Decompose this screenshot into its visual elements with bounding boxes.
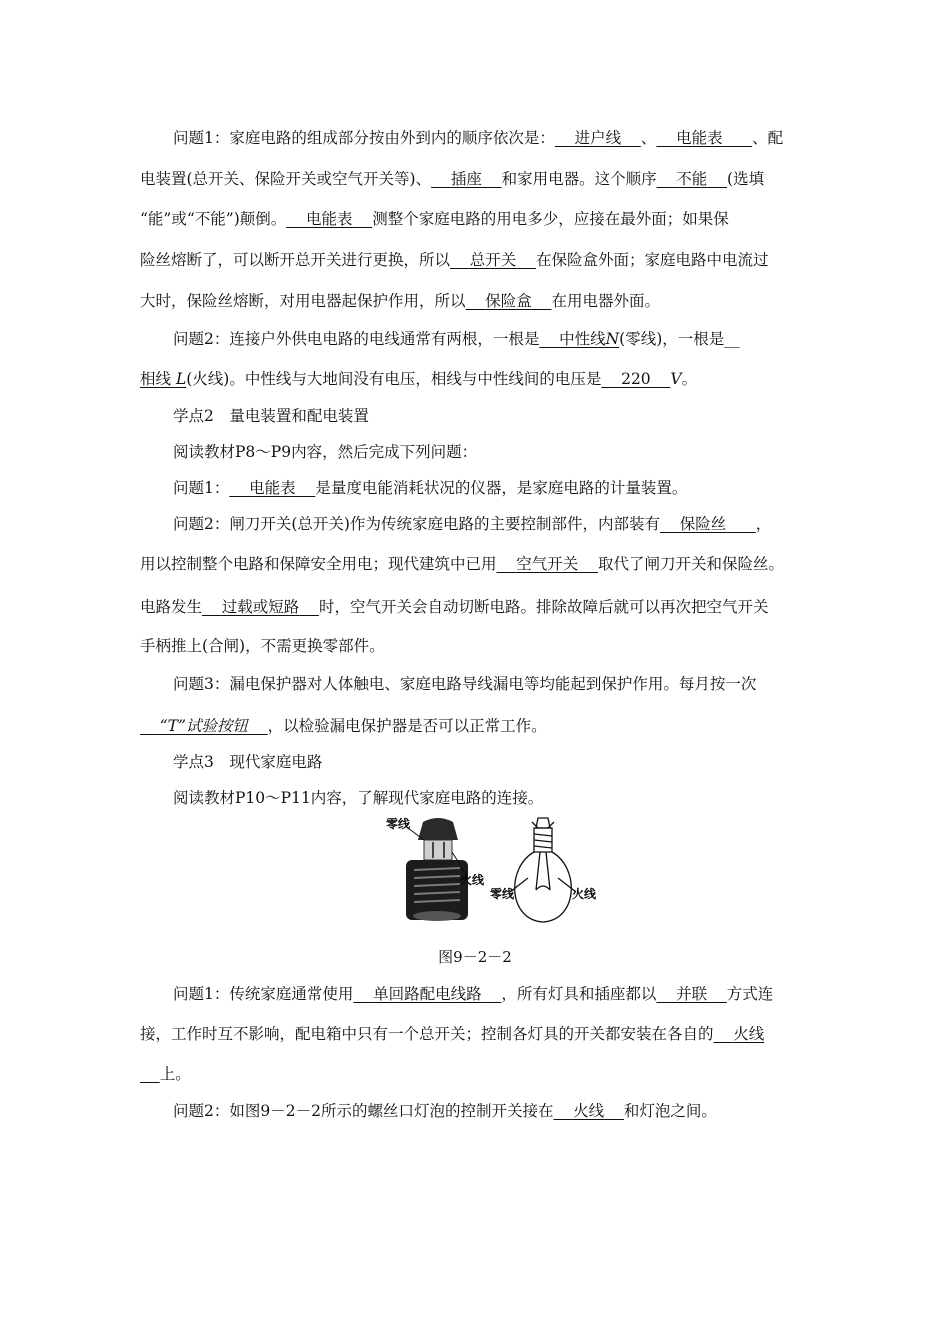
s3-q1-line1: 问题1：传统家庭通常使用 单回路配电线路 ，所有灯具和插座都以 并联 方式连 [173, 985, 774, 1003]
answer-blank: 相线 L [140, 370, 187, 388]
s2-q2-line4: 手柄推上(合闸)，不需更换零部件。 [140, 637, 385, 655]
label-neutral-left: 零线 [386, 817, 411, 831]
s1-q1-line4: 险丝熔断了，可以断开总开关进行更换，所以 总开关 在保险盒外面；家庭电路中电流过 [140, 251, 769, 269]
answer-blank: 总开关 [469, 251, 517, 269]
s2-q2-line2: 用以控制整个电路和保障安全用电；现代建筑中已用 空气开关 取代了闸刀开关和保险丝。 [140, 555, 784, 573]
answer-blank: “T”试验按钮 [159, 717, 248, 735]
label-neutral-right: 零线 [490, 887, 515, 901]
s3-q1-line2: 接，工作时互不影响，配电箱中只有一个总开关；控制各灯具的开关都安装在各自的 火线 [140, 1025, 765, 1043]
s2-q3-line2: “T”试验按钮 ，以检验漏电保护器是否可以正常工作。 [140, 716, 547, 736]
bulb-diagram [510, 818, 576, 922]
answer-blank: 电能表 [305, 210, 353, 228]
s1-q1-line2: 电装置(总开关、保险开关或空气开关等)、 插座 和家用电器。这个顺序 不能 (选填 [140, 170, 765, 188]
s1-q2-line1: 问题2：连接户外供电电路的电线通常有两根，一根是 中性线N(零线)，一根是__ [173, 330, 740, 348]
label-live-left: 火线 [460, 873, 485, 887]
s2-q2-line3: 电路发生 过载或短路 时，空气开关会自动切断电路。排除故障后就可以再次把空气开关 [140, 598, 769, 616]
label-live-right: 火线 [572, 887, 597, 901]
figure-lamp-socket [378, 812, 610, 930]
answer-blank: 并联 [676, 985, 708, 1003]
s2-q2-line1: 问题2：闸刀开关(总开关)作为传统家庭电路的主要控制部件，内部装有 保险丝 ， [173, 515, 772, 533]
answer-blank: 过载或短路 [221, 598, 300, 616]
answer-blank [140, 1065, 160, 1083]
s2-reading: 阅读教材P8～P9内容，然后完成下列问题： [173, 443, 478, 461]
answer-blank: 插座 [450, 170, 482, 188]
answer-blank: 保险丝 [679, 515, 727, 533]
s1-q1-line3: “能”或“不能”)颠倒。 电能表 测整个家庭电路的用电多少，应接在最外面；如果保 [140, 210, 729, 228]
s3-title: 学点3 现代家庭电路 [173, 753, 323, 771]
answer-blank: 保险盒 [485, 292, 532, 310]
answer-blank: 中性线N [559, 330, 620, 348]
answer-blank: 进户线 [574, 129, 622, 147]
s2-q1: 问题1： 电能表 是量度电能消耗状况的仪器，是家庭电路的计量装置。 [173, 479, 688, 497]
answer-blank: 火线 [573, 1102, 605, 1120]
answer-blank: 不能 [676, 170, 708, 188]
s3-q1-line3: 上。 [140, 1064, 191, 1084]
answer-blank: 电能表 [249, 479, 296, 497]
answer-blank: 空气开关 [516, 555, 579, 573]
s1-q1-line1: 问题1：家庭电路的组成部分按由外到内的顺序依次是： 进户线 、 电能表 、配 [173, 129, 784, 147]
answer-blank: 电能表 [676, 129, 723, 147]
figure-caption: 图9－2－2 [438, 948, 512, 966]
answer-blank: 火线 [733, 1025, 765, 1043]
s2-q3-line1: 问题3：漏电保护器对人体触电、家庭电路导线漏电等均能起到保护作用。每月按一次 [173, 675, 757, 693]
s2-title: 学点2 量电装置和配电装置 [173, 407, 369, 425]
screw-socket-image [406, 818, 468, 921]
s1-q2-line2: 相线 L(火线)。中性线与大地间没有电压，相线与中性线间的电压是 220 V。 [140, 370, 698, 388]
answer-blank: 220 [621, 370, 651, 388]
s3-reading: 阅读教材P10～P11内容，了解现代家庭电路的连接。 [173, 789, 544, 807]
answer-blank: 单回路配电线路 [373, 985, 482, 1003]
s1-q1-line5: 大时，保险丝熔断，对用电器起保护作用，所以 保险盒 在用电器外面。 [140, 292, 660, 310]
s3-q2: 问题2：如图9－2－2所示的螺丝口灯泡的控制开关接在 火线 和灯泡之间。 [173, 1102, 717, 1120]
